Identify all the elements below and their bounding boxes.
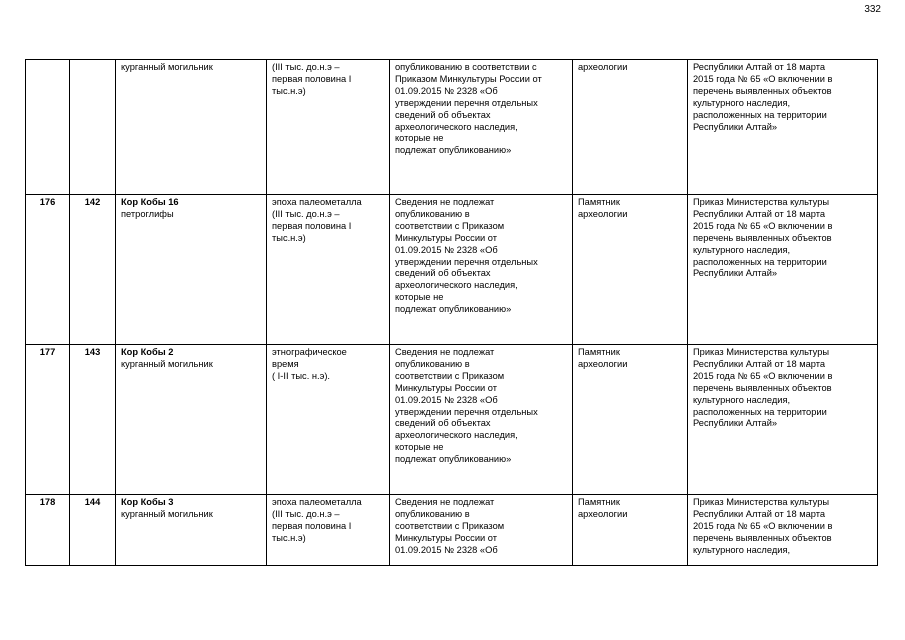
document-line: 2015 года № 65 «О включении в bbox=[693, 220, 833, 231]
location-line: 01.09.2015 № 2328 «Об bbox=[395, 244, 498, 255]
location-line: подлежат опубликованию» bbox=[395, 304, 512, 315]
document-line: Республики Алтай» bbox=[693, 268, 778, 279]
dating-line: первая половина I bbox=[272, 73, 352, 84]
table-row bbox=[26, 345, 878, 495]
category-cell bbox=[573, 345, 688, 495]
document-line: перечень выявленных объектов bbox=[693, 532, 832, 543]
location-cell bbox=[390, 345, 573, 495]
document-line: Республики Алтай» bbox=[693, 121, 778, 132]
table-row bbox=[26, 195, 878, 345]
document-line: Приказ Министерства культуры bbox=[693, 197, 830, 207]
document-line: Республики Алтай» bbox=[693, 418, 778, 429]
location-line: сведений об объектах bbox=[395, 268, 491, 279]
document-line: перечень выявленных объектов bbox=[693, 382, 832, 393]
category-line: Памятник bbox=[578, 497, 620, 507]
document-cell bbox=[688, 345, 878, 495]
document-line: расположенных на территории bbox=[693, 109, 827, 120]
registry-number-cell: 144 bbox=[70, 495, 116, 566]
location-line: Сведения не подлежат bbox=[395, 197, 495, 207]
location-line: сведений об объектах bbox=[395, 418, 491, 429]
location-line: опубликованию в bbox=[395, 358, 470, 369]
category-cell bbox=[573, 495, 688, 566]
object-type-line: петроглифы bbox=[121, 208, 174, 219]
location-line: сведений об объектах bbox=[395, 109, 491, 120]
object-name-cell bbox=[116, 345, 267, 495]
object-type-line: курганный могильник bbox=[121, 508, 213, 519]
location-line: 01.09.2015 № 2328 «Об bbox=[395, 544, 498, 555]
location-line: утверждении перечня отдельных bbox=[395, 97, 538, 108]
registry-number-cell: 143 bbox=[70, 345, 116, 495]
dating-line: тыс.н.э) bbox=[272, 85, 306, 96]
location-line: 01.09.2015 № 2328 «Об bbox=[395, 85, 498, 96]
location-line: соответствии с Приказом bbox=[395, 520, 505, 531]
location-line: опубликованию в bbox=[395, 208, 470, 219]
row-number-cell: 178 bbox=[26, 495, 70, 566]
document-line: расположенных на территории bbox=[693, 406, 827, 417]
location-line: утверждении перечня отдельных bbox=[395, 256, 538, 267]
document-line: перечень выявленных объектов bbox=[693, 85, 832, 96]
category-line: Памятник bbox=[578, 347, 620, 357]
object-name-cell bbox=[116, 195, 267, 345]
table-row bbox=[26, 60, 878, 195]
document-cell bbox=[688, 195, 878, 345]
location-line: подлежат опубликованию» bbox=[395, 145, 512, 156]
document-line: перечень выявленных объектов bbox=[693, 232, 832, 243]
category-line: Памятник bbox=[578, 197, 620, 207]
location-line: опубликованию в соответствии с bbox=[395, 62, 537, 72]
dating-cell bbox=[267, 195, 390, 345]
dating-line: эпоха палеометалла bbox=[272, 497, 362, 507]
location-line: соответствии с Приказом bbox=[395, 220, 505, 231]
category-line: археологии bbox=[578, 62, 628, 72]
document-line: Республики Алтай от 18 марта bbox=[693, 208, 826, 219]
object-type-line: курганный могильник bbox=[121, 358, 213, 369]
location-cell bbox=[390, 60, 573, 195]
dating-line: эпоха палеометалла bbox=[272, 197, 362, 207]
dating-line: время bbox=[272, 358, 299, 369]
location-line: Минкультуры России от bbox=[395, 532, 498, 543]
dating-line: (III тыс. до.н.э – bbox=[272, 62, 340, 72]
document-cell bbox=[688, 495, 878, 566]
location-line: Сведения не подлежат bbox=[395, 347, 495, 357]
document-line: 2015 года № 65 «О включении в bbox=[693, 370, 833, 381]
registry-number-cell bbox=[70, 60, 116, 195]
document-line: культурного наследия, bbox=[693, 97, 791, 108]
location-line: которые не bbox=[395, 292, 444, 303]
location-line: соответствии с Приказом bbox=[395, 370, 505, 381]
document-line: 2015 года № 65 «О включении в bbox=[693, 520, 833, 531]
document-line: культурного наследия, bbox=[693, 544, 791, 555]
document-line: культурного наследия, bbox=[693, 394, 791, 405]
document-line: 2015 года № 65 «О включении в bbox=[693, 73, 833, 84]
table-row bbox=[26, 495, 878, 566]
location-line: которые не bbox=[395, 133, 444, 144]
page-number: 332 bbox=[864, 4, 881, 15]
object-name-cell bbox=[116, 60, 267, 195]
dating-line: тыс.н.э) bbox=[272, 532, 306, 543]
dating-line: этнографическое bbox=[272, 347, 347, 357]
dating-cell bbox=[267, 495, 390, 566]
row-number-cell bbox=[26, 60, 70, 195]
location-line: Минкультуры России от bbox=[395, 382, 498, 393]
category-line: археологии bbox=[578, 508, 628, 519]
object-name: Кор Кобы 2 bbox=[121, 347, 174, 357]
document-line: Республики Алтай от 18 марта bbox=[693, 358, 826, 369]
dating-line: (III тыс. до.н.э – bbox=[272, 208, 340, 219]
object-type-line: курганный могильник bbox=[121, 62, 213, 72]
location-line: археологического наследия, bbox=[395, 430, 518, 441]
document-line: культурного наследия, bbox=[693, 244, 791, 255]
dating-line: первая половина I bbox=[272, 520, 352, 531]
object-name: Кор Кобы 3 bbox=[121, 497, 174, 507]
dating-line: (III тыс. до.н.э – bbox=[272, 508, 340, 519]
document-line: Республики Алтай от 18 марта bbox=[693, 62, 826, 72]
document-line: расположенных на территории bbox=[693, 256, 827, 267]
dating-cell bbox=[267, 60, 390, 195]
location-line: археологического наследия, bbox=[395, 280, 518, 291]
category-line: археологии bbox=[578, 208, 628, 219]
category-cell bbox=[573, 195, 688, 345]
location-line: 01.09.2015 № 2328 «Об bbox=[395, 394, 498, 405]
location-line: подлежат опубликованию» bbox=[395, 454, 512, 465]
dating-cell bbox=[267, 345, 390, 495]
document-line: Приказ Министерства культуры bbox=[693, 347, 830, 357]
location-line: опубликованию в bbox=[395, 508, 470, 519]
registry-number-cell: 142 bbox=[70, 195, 116, 345]
dating-line: ( I-II тыс. н.э). bbox=[272, 370, 331, 381]
document-line: Республики Алтай от 18 марта bbox=[693, 508, 826, 519]
document-line: Приказ Министерства культуры bbox=[693, 497, 830, 507]
location-line: которые не bbox=[395, 442, 444, 453]
category-line: археологии bbox=[578, 358, 628, 369]
document-cell bbox=[688, 60, 878, 195]
location-cell bbox=[390, 495, 573, 566]
dating-line: тыс.н.э) bbox=[272, 232, 306, 243]
heritage-registry-table bbox=[25, 59, 878, 566]
location-line: Минкультуры России от bbox=[395, 232, 498, 243]
object-name-cell bbox=[116, 495, 267, 566]
dating-line: первая половина I bbox=[272, 220, 352, 231]
location-line: утверждении перечня отдельных bbox=[395, 406, 538, 417]
row-number-cell: 176 bbox=[26, 195, 70, 345]
location-line: Сведения не подлежат bbox=[395, 497, 495, 507]
location-line: Приказом Минкультуры России от bbox=[395, 73, 542, 84]
location-cell bbox=[390, 195, 573, 345]
category-cell bbox=[573, 60, 688, 195]
object-name: Кор Кобы 16 bbox=[121, 197, 179, 207]
location-line: археологического наследия, bbox=[395, 121, 518, 132]
row-number-cell: 177 bbox=[26, 345, 70, 495]
